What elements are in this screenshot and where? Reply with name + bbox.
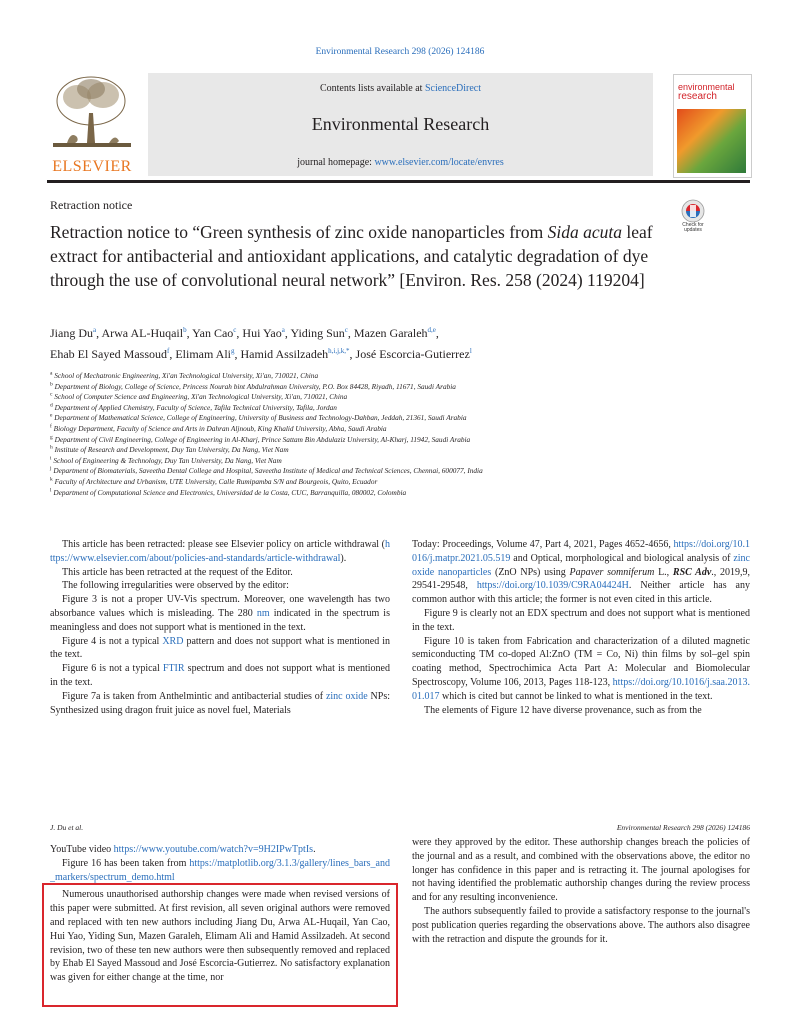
text: Figure 7a is taken from Anthelmintic and antibacterial studies of [62, 690, 326, 702]
text: This article has been retracted: please see Elsevier policy on article withdrawal ( [62, 539, 385, 550]
author-affiliation-marker[interactable]: h,i,j,k,* [328, 347, 350, 355]
homepage-link[interactable]: www.elsevier.com/locate/envres [374, 157, 504, 168]
affiliation-text: Department of Biomaterials, Saveetha Dental College and Hospital, Saveetha Institute of Medical and Technical Sciences, Chennai, 600077, India [53, 466, 483, 476]
cover-image [677, 109, 746, 173]
paragraph [50, 538, 390, 566]
sciencedirect-link[interactable]: ScienceDirect [424, 83, 482, 94]
author[interactable] [101, 326, 186, 340]
doi-link[interactable]: https://doi.org/10.1039/C9RA04424H [476, 580, 629, 592]
running-header-authors: J. Du et al. [50, 823, 84, 832]
contents-prefix: Contents lists available at [319, 83, 425, 94]
text: pattern and does not support what is mentioned in the text. [50, 635, 390, 661]
header-divider [47, 180, 750, 183]
text: L., [654, 566, 673, 578]
affiliation-item [50, 403, 750, 414]
author-name: Jiang Du [50, 326, 93, 340]
affiliation-key: l [50, 487, 52, 494]
journal-cover[interactable] [673, 74, 752, 178]
text: Today: Proceedings, Volume 47, Part 4, 2021, Pages 4652-4656, [412, 539, 674, 550]
text: . [313, 844, 316, 855]
highlight-box [42, 883, 398, 1007]
paragraph [50, 662, 390, 690]
author-affiliation-marker[interactable]: d,e [427, 326, 436, 334]
journal-abbrev: RSC Adv [672, 566, 712, 578]
check-for-updates-badge[interactable] [675, 199, 711, 237]
affiliation-item [50, 435, 750, 446]
paragraph [50, 857, 390, 885]
text: Figure 4 is not a typical [62, 635, 163, 647]
page2-column-right [412, 836, 750, 946]
journal-title: Environmental Research [311, 114, 490, 134]
affiliation-item [50, 392, 750, 403]
affiliation-text: Biology Department, Faculty of Science and Arts in Dahran Aljnoub, King Khalid University, Abha, Saudi Arabia [53, 423, 387, 433]
affiliation-text: Department of Applied Chemistry, Faculty of Science, Tafila Technical University, Tafila, Jordan [54, 402, 337, 412]
text: which is cited but cannot be linked to what is mentioned in the text. [439, 690, 713, 702]
author-name: Arwa AL-Huqail [101, 326, 184, 340]
running-header-journal: Environmental Research 298 (2026) 124186 [616, 823, 750, 832]
author[interactable] [356, 347, 472, 361]
author-affiliation-marker[interactable]: l [469, 347, 472, 355]
author-affiliation-marker[interactable]: g [231, 347, 235, 355]
affiliation-key: c [50, 391, 53, 398]
author-affiliation-marker[interactable]: a [93, 326, 97, 334]
paragraph [50, 690, 390, 718]
species-name: Papaver somniferum [569, 566, 655, 578]
text: spectrum and does not support what is mentioned in the text. [50, 663, 390, 688]
affiliation-item [50, 382, 750, 393]
homepage-prefix: journal homepage: [297, 157, 375, 168]
author-affiliation-marker[interactable]: b [183, 326, 187, 334]
paragraph: Figure 9 is clearly not an EDX spectrum and does not support what is mentioned in the text. [412, 607, 750, 633]
affiliation-item [50, 371, 750, 382]
title-part-b: leaf extract for antibacterial and antioxidant applications, and catalytic degradation of dye through the use of convolutional neural network” [Environ. Res. 258 (2024) 119204] [50, 222, 653, 290]
elsevier-tree-icon [47, 73, 137, 155]
affiliation-key: a [50, 370, 53, 377]
body-column-right [412, 538, 750, 717]
crossmark-label: Check for updates [682, 222, 704, 233]
affiliation-key: e [50, 412, 53, 419]
author-affiliation-marker[interactable]: a [281, 326, 285, 334]
crossmark-icon [675, 199, 711, 223]
author-affiliation-marker[interactable]: c [344, 326, 348, 334]
affiliation-item [50, 445, 750, 456]
youtube-link[interactable]: https://www.youtube.com/watch?v=9H2IPwTptIs [113, 844, 314, 855]
elsevier-wordmark: ELSEVIER [52, 158, 132, 175]
affiliation-text: Department of Civil Engineering, College of Engineering in Al-Kharj, Prince Sattam Bin Abdulaziz University, Al-Kharj, 11942, Saudi Arabia [54, 434, 471, 444]
title-part-a: Retraction notice to “Green synthesis of zinc oxide nanoparticles from [50, 222, 548, 242]
text: indicated in the spectrum is meaningless and does not support what is mentioned in the text. [50, 607, 390, 633]
policy-link[interactable]: https://www.elsevier.com/about/policies-and-standards/article-withdrawal [50, 539, 390, 564]
zno-nanoparticles-link[interactable]: zinc oxide nanoparticles [412, 552, 750, 578]
text: Figure 10 is taken from Fabrication and characterization of a diluted magnetic semiconducting TM co-doped Al:ZnO (TM = Co, Ni) thin films by sol–gel spin coating method, Spectrochimica Acta Part A: Molecular and Biomolecular Spectroscopy, Volume 106, 2013, Pages 118-123, [412, 635, 750, 688]
author-name: Ehab El Sayed Massoud [50, 347, 167, 361]
author-affiliation-marker[interactable]: c [233, 326, 237, 334]
paragraph: were they approved by the editor. These authorship changes breach the policies of the journal and as a result, and combined with the observations above, the editor no longer has confidence in this paper and is retracting it. The journal apologises for not having identified the problematic authorship changes during the review process and for any resulting inconvenience. [412, 837, 750, 904]
affiliation-key: i [50, 455, 52, 462]
affiliation-key: k [50, 476, 53, 483]
paragraph [50, 593, 390, 634]
affiliation-key: f [50, 423, 52, 430]
article-type-label: Retraction notice [50, 198, 133, 212]
affiliation-text: Faculty of Architecture and Urbanism, UTE University, Calle Rumipamba S/N and Bourgeois, Quito, Ecuador [54, 476, 378, 486]
author-name: Hui Yao [242, 326, 282, 340]
matplotlib-link[interactable]: https://matplotlib.org/3.1.3/gallery/lines_bars_and_markers/spectrum_demo.html [50, 857, 390, 883]
body-column-left [50, 538, 390, 717]
paragraph: This article has been retracted at the request of the Editor. [62, 566, 293, 578]
cover-title-line1: environmental [678, 82, 735, 92]
text: Figure 6 is not a typical [62, 663, 163, 675]
affiliation-item [50, 466, 750, 477]
author[interactable] [290, 326, 347, 340]
author-affiliation-marker[interactable]: f [166, 347, 170, 355]
author[interactable] [50, 347, 169, 361]
affiliation-item [50, 424, 750, 435]
text: . Neither article has any common author with this article; the former is not even cited in this article. [412, 580, 750, 606]
ftir-link[interactable]: FTIR [162, 663, 185, 675]
affiliation-item [50, 413, 750, 424]
affiliation-key: d [50, 402, 53, 409]
author[interactable] [175, 347, 234, 361]
text: NPs: Synthesized using dragon fruit juice as novel fuel, Materials [50, 690, 391, 716]
affiliation-key: j [50, 465, 52, 472]
affiliation-text: School of Mechatronic Engineering, Xi'an Technological University, Xi'an, 710021, China [54, 371, 319, 380]
paragraph: The elements of Figure 12 have diverse provenance, such as from the [424, 704, 702, 716]
affiliation-text: School of Computer Science and Engineering, Xi'an Technological University, Xi'an, 710021, China [54, 392, 348, 402]
text: Figure 3 is not a proper UV-Vis spectrum. Moreover, one wavelength has two absorbance values which is misleading. The 280 [50, 594, 390, 619]
journal-banner [148, 73, 653, 176]
nm-link[interactable]: nm [256, 607, 270, 619]
xrd-link[interactable]: XRD [162, 635, 184, 647]
article-title [50, 220, 660, 292]
author-name: Yan Cao [192, 326, 234, 340]
journal-reference[interactable]: Environmental Research 298 (2026) 124186 [315, 47, 485, 57]
affiliation-key: h [50, 444, 53, 451]
affiliation-text: Department of Mathematical Science, College of Engineering, University of Business and Technology-Dahban, Jeddah, 21361, Saudi Arabia [54, 413, 467, 423]
cover-title-line2: research [678, 91, 717, 102]
author-name: Elimam Ali [175, 347, 231, 361]
homepage-line [148, 157, 653, 168]
author-name: José Escorcia-Gutierrez [355, 347, 470, 361]
paragraph: The authors subsequently failed to provide a satisfactory response to the journal's post publication queries regarding the observations above. The authors also disagree with the retraction and dispute the grounds for it. [412, 905, 750, 945]
paragraph [50, 635, 390, 663]
text: and Optical, morphological and biological analysis of [510, 552, 734, 564]
affiliation-list [50, 371, 750, 498]
title-species: Sida acuta [547, 222, 622, 242]
contents-line [148, 83, 653, 94]
affiliation-text: Department of Biology, College of Science, Princess Nourah bint Abdulrahman University, P.O. Box 84428, Riyadh, 11671, Saudi Arabia [54, 381, 456, 391]
doi-link[interactable]: https://doi.org/10.1016/j.saa.2013.01.017 [412, 676, 750, 702]
doi-link[interactable]: https://doi.org/10.1016/j.matpr.2021.05.519 [412, 539, 750, 564]
affiliation-item [50, 488, 750, 499]
affiliation-item [50, 477, 750, 488]
affiliation-text: Institute of Research and Development, Duy Tan University, Da Nang, Viet Nam [54, 445, 289, 455]
paragraph [412, 635, 750, 704]
author-name: Mazen Garaleh [353, 326, 428, 340]
text: YouTube video [50, 844, 114, 855]
paragraph [412, 538, 750, 607]
affiliation-text: Department of Computational Science and Electronics, Universidad de la Costa, CUC, Barranquilla, 080002, Colombia [53, 487, 407, 497]
text: Figure 16 has been taken from [62, 857, 190, 869]
elsevier-logo[interactable] [47, 73, 137, 176]
author[interactable] [354, 326, 436, 340]
author-name: Hamid Assilzadeh [240, 347, 329, 361]
affiliation-key: b [50, 381, 53, 388]
text: ., 2019,9, 29541-29548, [412, 566, 751, 592]
author-list: Jiang Du$^a$, Arwa AL-Huqail$^b$, Yan Cao$^c$, Hui Yao$^a$, Yiding Sun$^c$, Mazen Garaleh$^{d,e}$, Ehab El Sayed Massoud$^f$, Elimam Ali$^g$, Hamid Assilzadeh$^{h,i,j,k,*}$, José Escorcia-Gutierrez$^l$ [50, 326, 472, 361]
affiliation-item [50, 456, 750, 467]
author[interactable] [192, 326, 236, 340]
author[interactable] [242, 326, 284, 340]
text: ). [340, 552, 347, 564]
author-name: Yiding Sun [290, 326, 345, 340]
text: (ZnO NPs) using [491, 566, 570, 578]
zinc-oxide-link[interactable]: zinc oxide [325, 690, 368, 702]
affiliation-key: g [50, 434, 53, 441]
affiliation-text: School of Engineering & Technology, Duy Tan University, Da Nang, Viet Nam [53, 455, 282, 465]
paragraph: Numerous unauthorised authorship changes were made when revised versions of this paper were submitted. At first revision, all seven original authors were removed and replaced with ten new authors including Jiang Du, Arwa AL-Huqail, Yan Cao, Hui Yao, Yiding Sun, Mazen Garaleh, Elimam Ali and Hamid Assilzadeh. At second revision, two of these ten new authors were then subsequently removed and replaced by Ehab El Sayed Massoud and José Escorcia-Gutierrez. No satisfactory explanation was given for either change at the time, nor [50, 889, 390, 984]
author[interactable] [50, 326, 96, 340]
paragraph [50, 843, 390, 857]
paragraph: The following irregularities were observed by the editor: [62, 580, 289, 592]
author[interactable] [241, 347, 350, 361]
